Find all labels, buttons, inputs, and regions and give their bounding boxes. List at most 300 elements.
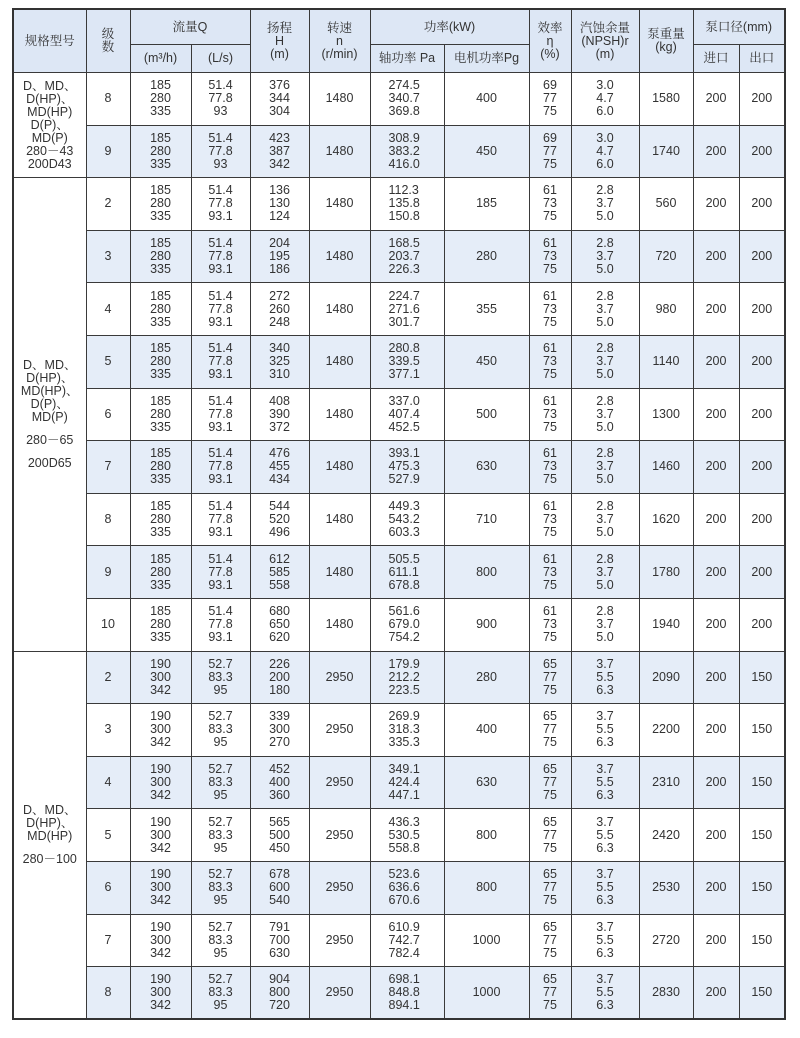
flow-m3h-cell-value: 342 xyxy=(150,998,171,1013)
head-cell xyxy=(250,125,309,178)
head-cell-value: 612 xyxy=(269,551,290,566)
stages-cell: 5 xyxy=(86,809,130,862)
npsh-cell-value: 5.0 xyxy=(596,367,614,382)
efficiency-cell-value: 75 xyxy=(543,262,557,277)
npsh-cell-value: 6.0 xyxy=(596,156,614,171)
npsh-cell-value: 5.0 xyxy=(596,472,614,487)
head-cell-value: 904 xyxy=(269,972,290,987)
motor-power-cell: 400 xyxy=(444,73,529,126)
efficiency-cell-value: 61 xyxy=(543,604,557,619)
header-inlet: 进口 xyxy=(693,45,739,73)
head-cell-value: 376 xyxy=(269,78,290,93)
inlet-cell: 200 xyxy=(693,914,739,967)
flow-m3h-cell-value: 300 xyxy=(150,827,171,842)
flow-ls-cell xyxy=(191,335,250,388)
shaft-power-cell xyxy=(370,230,444,283)
head-cell xyxy=(250,178,309,231)
flow-ls-cell-value: 83.3 xyxy=(208,775,233,790)
head-cell-value: 130 xyxy=(269,196,290,211)
flow-m3h-cell xyxy=(130,283,191,336)
flow-m3h-cell-value: 185 xyxy=(150,130,171,145)
flow-m3h-cell-value: 185 xyxy=(150,236,171,251)
shaft-power-cell-value: 523.6 xyxy=(388,867,420,882)
model-cell xyxy=(13,178,86,651)
stages-cell: 7 xyxy=(86,441,130,494)
head-cell-value: 544 xyxy=(269,499,290,514)
header-speed-line: 转速 xyxy=(326,20,352,35)
flow-m3h-cell-value: 300 xyxy=(150,985,171,1000)
shaft-power-cell-value: 543.2 xyxy=(388,512,420,527)
motor-power-cell: 500 xyxy=(444,388,529,441)
shaft-power-cell-value: 369.8 xyxy=(388,104,420,119)
stages-cell: 9 xyxy=(86,546,130,599)
weight-cell: 720 xyxy=(639,230,693,283)
flow-m3h-cell xyxy=(130,493,191,546)
efficiency-cell xyxy=(529,704,571,757)
npsh-cell xyxy=(571,756,639,809)
efficiency-cell-value: 75 xyxy=(543,788,557,803)
efficiency-cell-value: 75 xyxy=(543,525,557,540)
npsh-cell-value: 3.7 xyxy=(596,354,614,369)
weight-cell: 2720 xyxy=(639,914,693,967)
speed-cell: 2950 xyxy=(309,651,370,704)
npsh-cell-value: 3.7 xyxy=(596,762,614,777)
head-cell-value: 476 xyxy=(269,446,290,461)
shaft-power-cell-value: 340.7 xyxy=(388,91,420,106)
flow-m3h-cell-value: 190 xyxy=(150,656,171,671)
outlet-cell: 200 xyxy=(739,230,785,283)
shaft-power-cell-value: 603.3 xyxy=(388,525,420,540)
flow-m3h-cell-value: 335 xyxy=(150,156,171,171)
header-speed-line: n xyxy=(336,33,343,48)
shaft-power-cell xyxy=(370,756,444,809)
npsh-cell-value: 5.5 xyxy=(596,669,614,684)
outlet-cell: 200 xyxy=(739,441,785,494)
npsh-cell xyxy=(571,704,639,757)
head-cell-value: 360 xyxy=(269,788,290,803)
npsh-cell-value: 6.3 xyxy=(596,788,614,803)
stages-cell: 8 xyxy=(86,967,130,1020)
flow-ls-cell xyxy=(191,546,250,599)
flow-m3h-cell-value: 335 xyxy=(150,577,171,592)
shaft-power-cell-value: 212.2 xyxy=(388,669,420,684)
npsh-cell-value: 5.0 xyxy=(596,419,614,434)
stages-cell: 8 xyxy=(86,493,130,546)
flow-ls-cell-value: 93.1 xyxy=(208,472,233,487)
shaft-power-cell-value: 150.8 xyxy=(388,209,420,224)
flow-ls-cell-value: 51.4 xyxy=(208,78,233,93)
speed-cell: 2950 xyxy=(309,756,370,809)
shaft-power-cell-value: 377.1 xyxy=(388,367,420,382)
inlet-cell: 200 xyxy=(693,756,739,809)
efficiency-cell xyxy=(529,861,571,914)
efficiency-cell-value: 77 xyxy=(543,985,557,1000)
weight-cell: 2090 xyxy=(639,651,693,704)
npsh-cell-value: 3.7 xyxy=(596,196,614,211)
npsh-cell xyxy=(571,598,639,651)
efficiency-cell xyxy=(529,598,571,651)
npsh-cell xyxy=(571,230,639,283)
npsh-cell-value: 4.7 xyxy=(596,91,614,106)
speed-cell: 1480 xyxy=(309,73,370,126)
header-head-line: (m) xyxy=(270,46,289,61)
flow-m3h-cell-value: 335 xyxy=(150,472,171,487)
outlet-cell: 150 xyxy=(739,914,785,967)
header-npsh-line: 汽蚀余量 xyxy=(579,20,630,35)
model-line: 200D65 xyxy=(27,455,72,470)
head-cell-value: 700 xyxy=(269,932,290,947)
npsh-cell-value: 6.3 xyxy=(596,945,614,960)
flow-ls-cell-value: 95 xyxy=(213,788,228,803)
flow-ls-cell-value: 93.1 xyxy=(208,577,233,592)
head-cell-value: 136 xyxy=(269,183,290,198)
header-stages-line: 级 xyxy=(101,27,115,41)
flow-m3h-cell-value: 335 xyxy=(150,630,171,645)
inlet-cell: 200 xyxy=(693,598,739,651)
flow-m3h-cell-value: 335 xyxy=(150,419,171,434)
efficiency-cell-value: 75 xyxy=(543,577,557,592)
efficiency-cell-value: 77 xyxy=(543,932,557,947)
head-cell-value: 540 xyxy=(269,893,290,908)
weight-cell: 1580 xyxy=(639,73,693,126)
weight-cell: 1780 xyxy=(639,546,693,599)
head-cell-value: 124 xyxy=(269,209,290,224)
outlet-cell: 200 xyxy=(739,283,785,336)
weight-cell: 2200 xyxy=(639,704,693,757)
shaft-power-cell-value: 742.7 xyxy=(388,932,420,947)
outlet-cell: 200 xyxy=(739,388,785,441)
efficiency-cell-value: 65 xyxy=(543,919,557,934)
head-cell-value: 434 xyxy=(269,472,290,487)
flow-ls-cell-value: 77.8 xyxy=(208,143,233,158)
head-cell xyxy=(250,546,309,599)
flow-m3h-cell-value: 300 xyxy=(150,932,171,947)
head-cell xyxy=(250,283,309,336)
head-cell xyxy=(250,73,309,126)
header-port: 泵口径(mm) xyxy=(693,9,785,45)
head-cell-value: 390 xyxy=(269,406,290,421)
flow-m3h-cell-value: 190 xyxy=(150,867,171,882)
header-outlet: 出口 xyxy=(739,45,785,73)
flow-ls-cell-value: 52.7 xyxy=(208,867,233,882)
header-speed xyxy=(309,9,370,73)
npsh-cell xyxy=(571,651,639,704)
efficiency-cell-value: 77 xyxy=(543,722,557,737)
efficiency-cell-value: 75 xyxy=(543,104,557,119)
efficiency-cell xyxy=(529,441,571,494)
flow-ls-cell-value: 93.1 xyxy=(208,419,233,434)
shaft-power-cell-value: 223.5 xyxy=(388,682,420,697)
weight-cell: 2420 xyxy=(639,809,693,862)
flow-m3h-cell xyxy=(130,441,191,494)
npsh-cell-value: 3.7 xyxy=(596,867,614,882)
head-cell-value: 496 xyxy=(269,525,290,540)
efficiency-cell-value: 61 xyxy=(543,341,557,356)
flow-m3h-cell xyxy=(130,335,191,388)
model-cell xyxy=(13,73,86,178)
motor-power-cell: 400 xyxy=(444,704,529,757)
shaft-power-cell-value: 308.9 xyxy=(388,130,420,145)
flow-ls-cell-value: 52.7 xyxy=(208,972,233,987)
head-cell-value: 423 xyxy=(269,130,290,145)
shaft-power-cell-value: 527.9 xyxy=(388,472,420,487)
shaft-power-cell xyxy=(370,809,444,862)
table-row xyxy=(13,704,785,757)
efficiency-cell xyxy=(529,493,571,546)
npsh-cell xyxy=(571,441,639,494)
shaft-power-cell-value: 610.9 xyxy=(388,919,420,934)
efficiency-cell-value: 61 xyxy=(543,236,557,251)
stages-cell: 4 xyxy=(86,756,130,809)
motor-power-cell: 280 xyxy=(444,651,529,704)
shaft-power-cell xyxy=(370,441,444,494)
motor-power-cell: 355 xyxy=(444,283,529,336)
flow-m3h-cell-value: 190 xyxy=(150,919,171,934)
shaft-power-cell-value: 679.0 xyxy=(388,617,420,632)
efficiency-cell-value: 65 xyxy=(543,972,557,987)
npsh-cell-value: 6.3 xyxy=(596,998,614,1013)
head-cell xyxy=(250,388,309,441)
flow-ls-cell-value: 83.3 xyxy=(208,722,233,737)
efficiency-cell-value: 75 xyxy=(543,893,557,908)
npsh-cell-value: 2.8 xyxy=(596,288,614,303)
header-head-line: H xyxy=(274,33,285,48)
head-cell-value: 186 xyxy=(269,262,290,277)
flow-ls-cell-value: 52.7 xyxy=(208,762,233,777)
npsh-cell-value: 3.0 xyxy=(596,130,614,145)
efficiency-cell-value: 75 xyxy=(543,682,557,697)
head-cell xyxy=(250,967,309,1020)
flow-ls-cell-value: 95 xyxy=(213,998,228,1013)
speed-cell: 1480 xyxy=(309,388,370,441)
model-line: MD(HP)、 xyxy=(20,383,79,398)
speed-cell: 1480 xyxy=(309,283,370,336)
inlet-cell: 200 xyxy=(693,388,739,441)
efficiency-cell-value: 65 xyxy=(543,867,557,882)
flow-m3h-cell-value: 342 xyxy=(150,840,171,855)
outlet-cell: 200 xyxy=(739,493,785,546)
flow-ls-cell-value: 51.4 xyxy=(208,183,233,198)
shaft-power-cell xyxy=(370,598,444,651)
flow-m3h-cell-value: 280 xyxy=(150,617,171,632)
shaft-power-cell-value: 135.8 xyxy=(388,196,420,211)
npsh-cell-value: 3.7 xyxy=(596,709,614,724)
head-cell-value: 558 xyxy=(269,577,290,592)
efficiency-cell-value: 61 xyxy=(543,183,557,198)
motor-power-cell: 800 xyxy=(444,546,529,599)
flow-m3h-cell-value: 190 xyxy=(150,814,171,829)
npsh-cell xyxy=(571,861,639,914)
head-cell-value: 260 xyxy=(269,301,290,316)
stages-cell: 3 xyxy=(86,230,130,283)
header-speed-line: (r/min) xyxy=(321,46,358,61)
head-cell-value: 310 xyxy=(269,367,290,382)
efficiency-cell xyxy=(529,967,571,1020)
model-line: 280－65 xyxy=(26,432,74,447)
outlet-cell: 150 xyxy=(739,651,785,704)
flow-ls-cell-value: 95 xyxy=(213,735,228,750)
npsh-cell xyxy=(571,335,639,388)
flow-ls-cell-value: 52.7 xyxy=(208,814,233,829)
efficiency-cell-value: 73 xyxy=(543,354,557,369)
flow-m3h-cell-value: 185 xyxy=(150,551,171,566)
npsh-cell-value: 2.8 xyxy=(596,236,614,251)
shaft-power-cell-value: 894.1 xyxy=(388,998,420,1013)
npsh-cell-value: 6.3 xyxy=(596,682,614,697)
shaft-power-cell-value: 754.2 xyxy=(388,630,420,645)
header-npsh xyxy=(571,9,639,73)
head-cell-value: 325 xyxy=(269,354,290,369)
shaft-power-cell-value: 339.5 xyxy=(388,354,420,369)
head-cell-value: 387 xyxy=(269,143,290,158)
npsh-cell xyxy=(571,914,639,967)
npsh-cell-value: 5.0 xyxy=(596,577,614,592)
efficiency-cell-value: 65 xyxy=(543,762,557,777)
flow-ls-cell-value: 95 xyxy=(213,893,228,908)
flow-ls-cell-value: 93 xyxy=(213,104,228,119)
flow-m3h-cell-value: 190 xyxy=(150,972,171,987)
header-motor-power: 电机功率Pg xyxy=(444,45,529,73)
inlet-cell: 200 xyxy=(693,125,739,178)
flow-ls-cell xyxy=(191,809,250,862)
motor-power-cell: 900 xyxy=(444,598,529,651)
head-cell-value: 452 xyxy=(269,762,290,777)
flow-ls-cell xyxy=(191,178,250,231)
shaft-power-cell xyxy=(370,335,444,388)
flow-ls-cell-value: 51.4 xyxy=(208,446,233,461)
flow-m3h-cell xyxy=(130,756,191,809)
flow-m3h-cell-value: 280 xyxy=(150,512,171,527)
shaft-power-cell xyxy=(370,704,444,757)
flow-ls-cell-value: 77.8 xyxy=(208,459,233,474)
inlet-cell: 200 xyxy=(693,704,739,757)
efficiency-cell xyxy=(529,756,571,809)
head-cell-value: 650 xyxy=(269,617,290,632)
model-line: D、MD、 xyxy=(23,802,77,817)
efficiency-cell-value: 69 xyxy=(543,130,557,145)
shaft-power-cell-value: 318.3 xyxy=(388,722,420,737)
flow-m3h-cell xyxy=(130,388,191,441)
efficiency-cell-value: 73 xyxy=(543,564,557,579)
npsh-cell-value: 5.5 xyxy=(596,985,614,1000)
shaft-power-cell-value: 558.8 xyxy=(388,840,420,855)
npsh-cell-value: 3.7 xyxy=(596,814,614,829)
weight-cell: 2310 xyxy=(639,756,693,809)
shaft-power-cell xyxy=(370,914,444,967)
flow-m3h-cell-value: 335 xyxy=(150,314,171,329)
flow-ls-cell-value: 93.1 xyxy=(208,314,233,329)
head-cell-value: 180 xyxy=(269,682,290,697)
outlet-cell: 150 xyxy=(739,861,785,914)
flow-ls-cell-value: 83.3 xyxy=(208,827,233,842)
head-cell-value: 408 xyxy=(269,393,290,408)
flow-m3h-cell-value: 300 xyxy=(150,775,171,790)
stages-cell: 8 xyxy=(86,73,130,126)
stages-cell: 6 xyxy=(86,861,130,914)
efficiency-cell-value: 73 xyxy=(543,512,557,527)
efficiency-cell xyxy=(529,809,571,862)
efficiency-cell-value: 61 xyxy=(543,551,557,566)
outlet-cell: 200 xyxy=(739,178,785,231)
inlet-cell: 200 xyxy=(693,493,739,546)
table-row xyxy=(13,493,785,546)
flow-m3h-cell-value: 185 xyxy=(150,288,171,303)
flow-ls-cell-value: 77.8 xyxy=(208,564,233,579)
flow-m3h-cell-value: 342 xyxy=(150,788,171,803)
table-row xyxy=(13,178,785,231)
outlet-cell: 200 xyxy=(739,125,785,178)
speed-cell: 1480 xyxy=(309,493,370,546)
npsh-cell-value: 2.8 xyxy=(596,446,614,461)
inlet-cell: 200 xyxy=(693,441,739,494)
flow-m3h-cell-value: 280 xyxy=(150,354,171,369)
weight-cell: 1940 xyxy=(639,598,693,651)
efficiency-cell xyxy=(529,178,571,231)
shaft-power-cell xyxy=(370,73,444,126)
motor-power-cell: 280 xyxy=(444,230,529,283)
npsh-cell xyxy=(571,493,639,546)
header-model: 规格型号 xyxy=(13,9,86,73)
flow-m3h-cell-value: 280 xyxy=(150,301,171,316)
efficiency-cell-value: 77 xyxy=(543,827,557,842)
flow-m3h-cell xyxy=(130,861,191,914)
flow-ls-cell-value: 93.1 xyxy=(208,209,233,224)
flow-ls-cell-value: 93 xyxy=(213,156,228,171)
npsh-cell-value: 5.0 xyxy=(596,314,614,329)
table-row xyxy=(13,388,785,441)
flow-m3h-cell-value: 300 xyxy=(150,722,171,737)
model-cell xyxy=(13,651,86,1019)
header-efficiency xyxy=(529,9,571,73)
model-line: D(HP)、 xyxy=(26,370,74,385)
efficiency-cell xyxy=(529,651,571,704)
flow-m3h-cell-value: 190 xyxy=(150,762,171,777)
flow-ls-cell xyxy=(191,704,250,757)
weight-cell: 2830 xyxy=(639,967,693,1020)
flow-m3h-cell-value: 280 xyxy=(150,249,171,264)
flow-ls-cell-value: 83.3 xyxy=(208,880,233,895)
model-line: D(P)、 xyxy=(30,396,69,411)
head-cell-value: 720 xyxy=(269,998,290,1013)
efficiency-cell-value: 65 xyxy=(543,656,557,671)
npsh-cell-value: 6.0 xyxy=(596,104,614,119)
speed-cell: 2950 xyxy=(309,704,370,757)
flow-ls-cell-value: 51.4 xyxy=(208,288,233,303)
model-line: 200D43 xyxy=(27,156,72,171)
motor-power-cell: 630 xyxy=(444,441,529,494)
flow-ls-cell-value: 93.1 xyxy=(208,262,233,277)
flow-m3h-cell-value: 335 xyxy=(150,525,171,540)
npsh-cell-value: 3.0 xyxy=(596,78,614,93)
inlet-cell: 200 xyxy=(693,230,739,283)
flow-m3h-cell xyxy=(130,704,191,757)
npsh-cell xyxy=(571,283,639,336)
efficiency-cell-value: 73 xyxy=(543,249,557,264)
shaft-power-cell-value: 447.1 xyxy=(388,788,420,803)
efficiency-cell-value: 73 xyxy=(543,406,557,421)
inlet-cell: 200 xyxy=(693,861,739,914)
efficiency-cell-value: 75 xyxy=(543,472,557,487)
efficiency-cell-value: 77 xyxy=(543,669,557,684)
shaft-power-cell-value: 530.5 xyxy=(388,827,420,842)
efficiency-cell-value: 61 xyxy=(543,446,557,461)
head-cell-value: 678 xyxy=(269,867,290,882)
header-flow: 流量Q xyxy=(130,9,250,45)
shaft-power-cell xyxy=(370,388,444,441)
flow-m3h-cell xyxy=(130,125,191,178)
inlet-cell: 200 xyxy=(693,283,739,336)
shaft-power-cell-value: 611.1 xyxy=(388,564,419,579)
